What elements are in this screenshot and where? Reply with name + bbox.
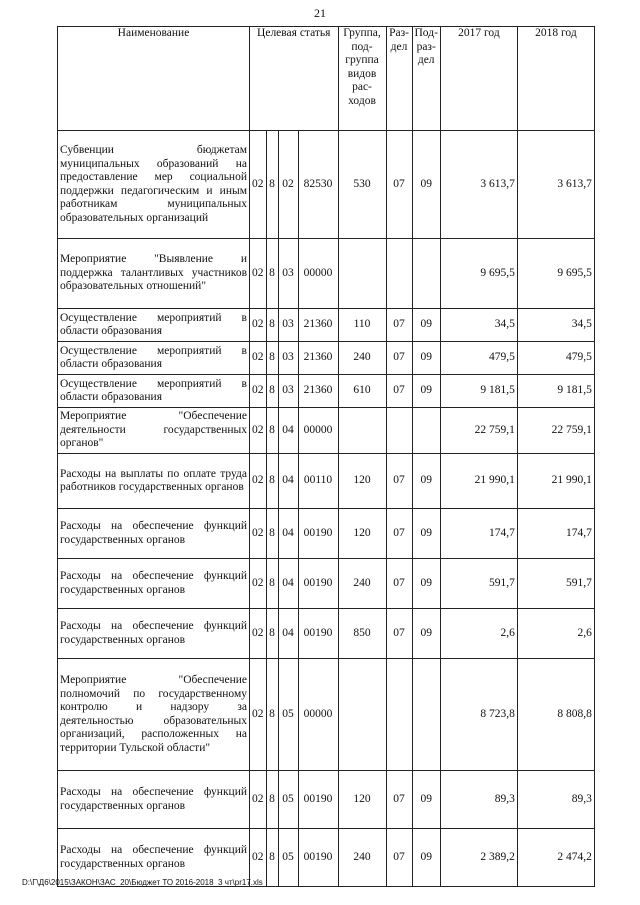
cell-y2018: 21 990,1 — [517, 454, 594, 509]
cell-y2017: 21 990,1 — [440, 454, 517, 509]
cell-subsection: 09 — [412, 454, 440, 509]
cell-y2017: 591,7 — [440, 559, 517, 609]
cell-y2018: 2 474,2 — [517, 829, 594, 887]
cell-y2018: 22 759,1 — [517, 408, 594, 454]
cell-group — [338, 408, 386, 454]
table-row — [58, 375, 595, 408]
cell-y2017: 174,7 — [440, 509, 517, 559]
cell-c4: 21360 — [298, 309, 338, 342]
cell-section: 07 — [386, 609, 412, 659]
cell-section: 07 — [386, 131, 412, 239]
budget-table — [57, 26, 595, 887]
cell-y2017: 8 723,8 — [440, 659, 517, 771]
cell-y2017: 89,3 — [440, 771, 517, 829]
cell-c3: 05 — [278, 771, 298, 829]
cell-y2018: 9 181,5 — [517, 375, 594, 408]
cell-y2017: 2,6 — [440, 609, 517, 659]
table-row — [58, 408, 595, 454]
cell-y2018: 9 695,5 — [517, 239, 594, 309]
cell-y2017: 479,5 — [440, 342, 517, 375]
cell-c1: 02 — [250, 659, 267, 771]
cell-c3: 03 — [278, 342, 298, 375]
header-2018: 2018 год — [517, 27, 594, 131]
cell-name: Расходы на обеспечение функций государственных органов — [58, 829, 250, 887]
cell-section: 07 — [386, 309, 412, 342]
cell-c2: 8 — [266, 408, 278, 454]
cell-c1: 02 — [250, 239, 267, 309]
cell-name: Осуществление мероприятий в области образования — [58, 342, 250, 375]
cell-c3: 04 — [278, 559, 298, 609]
table-row — [58, 771, 595, 829]
cell-c4: 00190 — [298, 609, 338, 659]
cell-name: Мероприятие "Выявление и поддержка талантливых участников образовательных отношений" — [58, 239, 250, 309]
cell-c1: 02 — [250, 771, 267, 829]
cell-c1: 02 — [250, 609, 267, 659]
cell-c1: 02 — [250, 309, 267, 342]
cell-c4: 00000 — [298, 239, 338, 309]
cell-subsection: 09 — [412, 609, 440, 659]
cell-section: 07 — [386, 559, 412, 609]
cell-section: 07 — [386, 342, 412, 375]
cell-group: 120 — [338, 509, 386, 559]
cell-name: Расходы на обеспечение функций государственных органов — [58, 609, 250, 659]
cell-y2017: 9 181,5 — [440, 375, 517, 408]
cell-c2: 8 — [266, 131, 278, 239]
cell-c1: 02 — [250, 829, 267, 887]
cell-y2018: 2,6 — [517, 609, 594, 659]
file-path-footer: D:\Г\Д6\2015\ЗАКОН\ЗАС_20\Бюджет ТО 2016-2018_3 чт\pr17.xls — [22, 878, 263, 887]
table-row — [58, 342, 595, 375]
cell-y2018: 34,5 — [517, 309, 594, 342]
cell-group: 120 — [338, 454, 386, 509]
cell-group: 850 — [338, 609, 386, 659]
cell-c2: 8 — [266, 659, 278, 771]
cell-c2: 8 — [266, 239, 278, 309]
cell-subsection: 09 — [412, 342, 440, 375]
cell-c1: 02 — [250, 375, 267, 408]
cell-c3: 04 — [278, 454, 298, 509]
cell-y2017: 9 695,5 — [440, 239, 517, 309]
cell-group: 240 — [338, 559, 386, 609]
cell-subsection: 09 — [412, 309, 440, 342]
cell-group: 610 — [338, 375, 386, 408]
cell-c1: 02 — [250, 408, 267, 454]
cell-subsection: 09 — [412, 559, 440, 609]
cell-y2018: 89,3 — [517, 771, 594, 829]
cell-group — [338, 659, 386, 771]
cell-subsection — [412, 408, 440, 454]
header-name: Наименование — [58, 27, 250, 131]
cell-y2017: 2 389,2 — [440, 829, 517, 887]
cell-c4: 00000 — [298, 659, 338, 771]
cell-group — [338, 239, 386, 309]
cell-c4: 21360 — [298, 375, 338, 408]
cell-c3: 05 — [278, 829, 298, 887]
cell-section: 07 — [386, 771, 412, 829]
cell-subsection — [412, 659, 440, 771]
cell-subsection: 09 — [412, 771, 440, 829]
cell-c4: 00190 — [298, 829, 338, 887]
cell-name: Мероприятие "Обеспечение деятельности государственных органов" — [58, 408, 250, 454]
cell-c2: 8 — [266, 771, 278, 829]
cell-c3: 02 — [278, 131, 298, 239]
cell-subsection: 09 — [412, 829, 440, 887]
cell-y2017: 34,5 — [440, 309, 517, 342]
table-row — [58, 509, 595, 559]
cell-c4: 00190 — [298, 559, 338, 609]
cell-c3: 04 — [278, 609, 298, 659]
cell-name: Расходы на выплаты по оплате труда работников государственных органов — [58, 454, 250, 509]
cell-c3: 05 — [278, 659, 298, 771]
cell-c3: 03 — [278, 375, 298, 408]
header-section: Раз- дел — [386, 27, 412, 131]
cell-c2: 8 — [266, 309, 278, 342]
header-expense-group: Группа, под- группа видов рас- ходов — [338, 27, 386, 131]
header-subsection: Под- раз- дел — [412, 27, 440, 131]
cell-c2: 8 — [266, 829, 278, 887]
cell-section: 07 — [386, 509, 412, 559]
cell-group: 240 — [338, 829, 386, 887]
cell-name: Осуществление мероприятий в области образования — [58, 375, 250, 408]
cell-c2: 8 — [266, 342, 278, 375]
cell-y2017: 3 613,7 — [440, 131, 517, 239]
cell-c1: 02 — [250, 454, 267, 509]
cell-y2018: 3 613,7 — [517, 131, 594, 239]
table-header-row — [58, 27, 595, 131]
cell-y2018: 8 808,8 — [517, 659, 594, 771]
table-row — [58, 131, 595, 239]
cell-section — [386, 408, 412, 454]
cell-c2: 8 — [266, 559, 278, 609]
cell-name: Расходы на обеспечение функций государственных органов — [58, 509, 250, 559]
table-row — [58, 239, 595, 309]
cell-c4: 00110 — [298, 454, 338, 509]
cell-c4: 82530 — [298, 131, 338, 239]
cell-c1: 02 — [250, 131, 267, 239]
cell-name: Мероприятие "Обеспечение полномочий по государственному контролю и надзору за деятельностью образовательных организаций, расположенных на территории Тульской области" — [58, 659, 250, 771]
cell-y2018: 174,7 — [517, 509, 594, 559]
cell-group: 120 — [338, 771, 386, 829]
cell-c2: 8 — [266, 375, 278, 408]
cell-c4: 00000 — [298, 408, 338, 454]
cell-y2017: 22 759,1 — [440, 408, 517, 454]
page-number: 21 — [314, 6, 326, 20]
cell-section: 07 — [386, 375, 412, 408]
cell-section — [386, 659, 412, 771]
cell-c3: 03 — [278, 239, 298, 309]
cell-name: Субвенции бюджетам муниципальных образований на предоставление мер социальной поддержки педагогическим и иным работникам муниципальных образовательных организаций — [58, 131, 250, 239]
cell-c4: 21360 — [298, 342, 338, 375]
cell-c2: 8 — [266, 609, 278, 659]
cell-c1: 02 — [250, 342, 267, 375]
cell-section — [386, 239, 412, 309]
cell-c2: 8 — [266, 509, 278, 559]
table-row — [58, 659, 595, 771]
cell-subsection: 09 — [412, 375, 440, 408]
cell-name: Расходы на обеспечение функций государственных органов — [58, 559, 250, 609]
cell-group: 110 — [338, 309, 386, 342]
cell-section: 07 — [386, 454, 412, 509]
table-row — [58, 609, 595, 659]
cell-y2018: 479,5 — [517, 342, 594, 375]
cell-y2018: 591,7 — [517, 559, 594, 609]
cell-c2: 8 — [266, 454, 278, 509]
header-target-article: Целевая статья — [250, 27, 339, 131]
header-2017: 2017 год — [440, 27, 517, 131]
cell-subsection — [412, 239, 440, 309]
cell-c3: 04 — [278, 408, 298, 454]
cell-c1: 02 — [250, 559, 267, 609]
cell-name: Осуществление мероприятий в области образования — [58, 309, 250, 342]
cell-c4: 00190 — [298, 509, 338, 559]
cell-c3: 04 — [278, 509, 298, 559]
cell-subsection: 09 — [412, 131, 440, 239]
table-row — [58, 559, 595, 609]
cell-subsection: 09 — [412, 509, 440, 559]
cell-group: 240 — [338, 342, 386, 375]
cell-group: 530 — [338, 131, 386, 239]
cell-name: Расходы на обеспечение функций государственных органов — [58, 771, 250, 829]
cell-c3: 03 — [278, 309, 298, 342]
cell-c4: 00190 — [298, 771, 338, 829]
table-row — [58, 454, 595, 509]
table-row — [58, 309, 595, 342]
cell-section: 07 — [386, 829, 412, 887]
cell-c1: 02 — [250, 509, 267, 559]
